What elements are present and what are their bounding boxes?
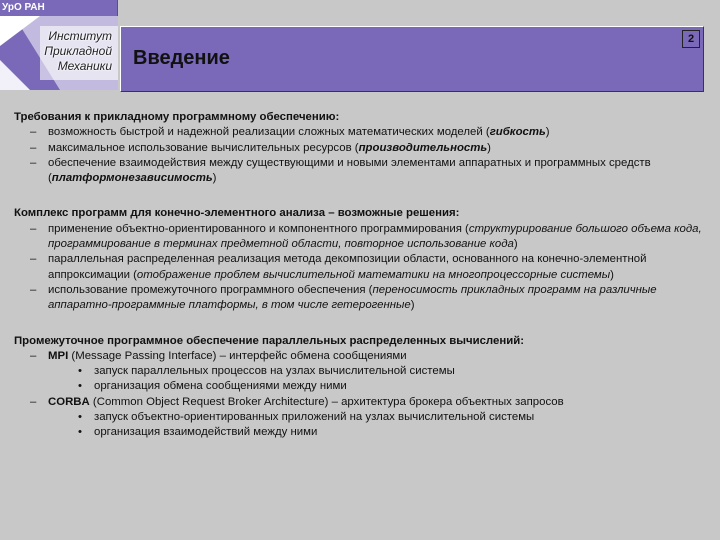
section-solutions [14, 206, 704, 313]
list-item: – параллельная распределенная реализация метода декомпозиции области, основанного на конечно-элементной аппроксимации (отображение проблем вычислительной математики на многопроцессорные системы) [30, 253, 647, 281]
slide-content [14, 110, 704, 461]
dash-icon: – [30, 349, 37, 362]
dash-icon: – [30, 156, 37, 169]
logo-text [0, 29, 112, 74]
section-heading: Промежуточное программное обеспечение параллельных распределенных вычислений: [14, 334, 525, 347]
title-bar [120, 26, 704, 92]
org-short-name: УрО РАН [0, 0, 118, 16]
institute-logo [0, 16, 118, 90]
list-item: – обеспечение взаимодействия между существующими и новыми элементами аппаратных и программных средств (платформонезависимость) [30, 156, 651, 185]
list-item: – максимальное использование вычислительных ресурсов (производительность) [14, 141, 704, 156]
sub-item: • организация взаимодействий между ними [14, 425, 704, 440]
section-heading: Комплекс программ для конечно-элементного анализа – возможные решения: [14, 207, 460, 220]
bullet-icon: • [78, 411, 82, 424]
sub-item: • запуск параллельных процессов на узлах вычислительной системы [14, 364, 704, 379]
bullet-icon: • [78, 426, 82, 439]
dash-icon: – [30, 253, 37, 266]
section-requirements [14, 110, 704, 186]
list-item-mpi: – MPI (Message Passing Interface) – интерфейс обмена сообщениями [14, 349, 704, 364]
slide-title: Введение [133, 47, 230, 69]
list-item: – использование промежуточного программного обеспечения (переносимость прикладных программ на различные аппаратно-программные платформы, в том числе гетерогенные) [30, 283, 657, 312]
dash-icon: – [30, 283, 37, 296]
sub-item: • запуск объектно-ориентированных приложений на узлах вычислительной системы [14, 410, 704, 425]
logo-line-1: Институт [48, 29, 112, 43]
dash-icon: – [30, 126, 37, 139]
dash-icon: – [30, 222, 37, 235]
logo-line-2: Прикладной [44, 44, 112, 58]
dash-icon: – [30, 395, 37, 408]
slide-number: 2 [682, 30, 700, 48]
sub-item: • организация обмена сообщениями между ними [14, 379, 704, 394]
dash-icon: – [30, 141, 37, 154]
bullet-icon: • [78, 380, 82, 393]
section-heading: Требования к прикладному программному обеспечению: [14, 111, 340, 123]
logo-line-3: Механики [57, 59, 112, 73]
bullet-icon: • [78, 365, 82, 378]
list-item-corba: – CORBA (Common Object Request Broker Architecture) – архитектура брокера объектных запросов [14, 395, 704, 410]
list-item: – применение объектно-ориентированного и компонентного программирования (структурирование большого объема кода, программирование в терминах предметной области, повторное использование кода) [30, 222, 702, 251]
list-item: – возможность быстрой и надежной реализации сложных математических моделей (гибкость) [14, 125, 704, 140]
section-middleware [14, 334, 704, 441]
